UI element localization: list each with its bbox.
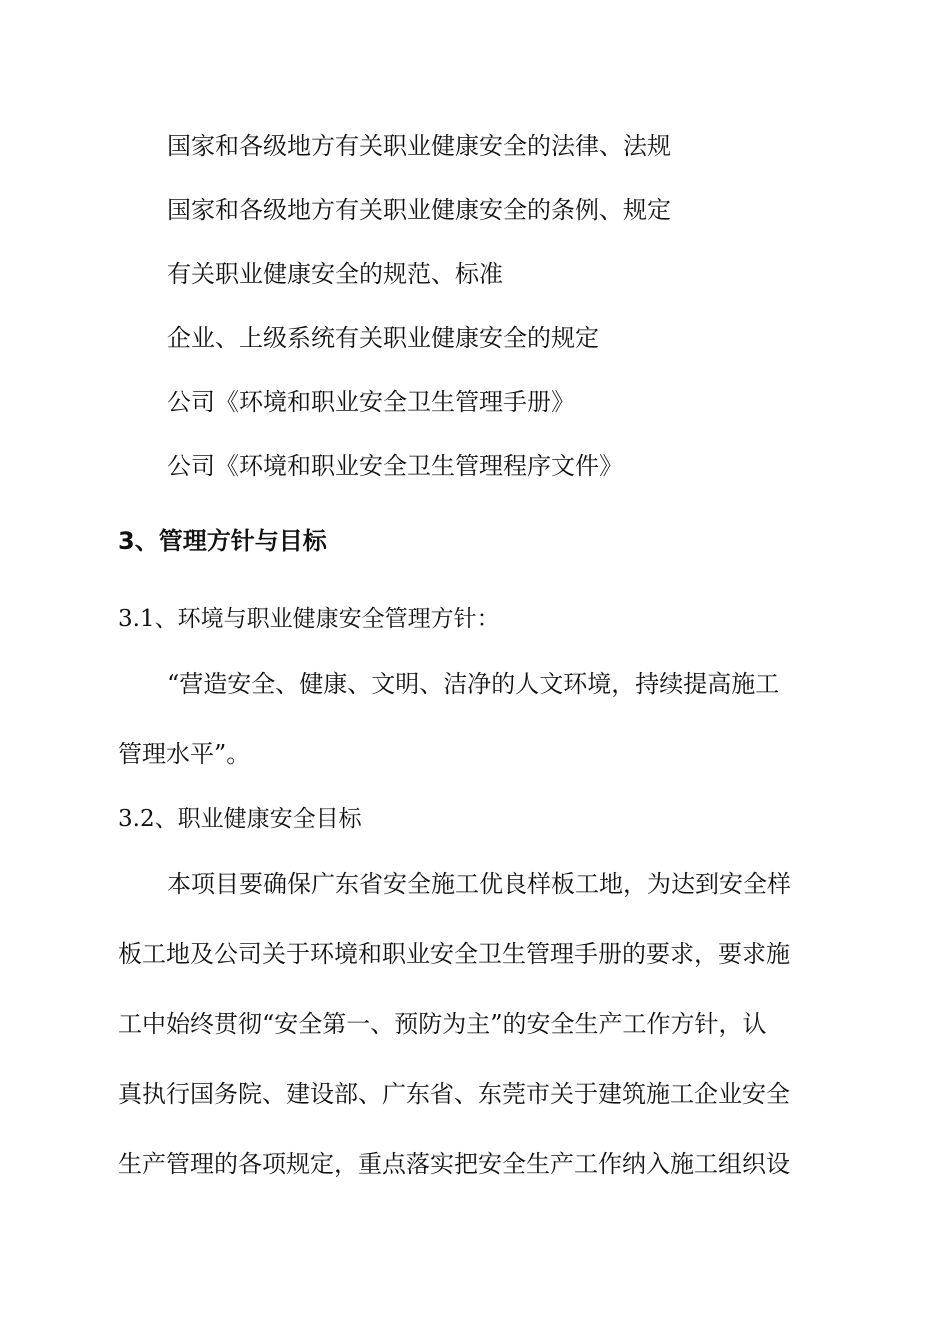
body-paragraph-line: 本项目要确保广东省安全施工优良样板工地，为达到安全样 — [167, 870, 791, 898]
body-paragraph-line: 板工地及公司关于环境和职业安全卫生管理手册的要求，要求施 — [118, 940, 790, 968]
reference-item: 公司《环境和职业安全卫生管理程序文件》 — [167, 452, 623, 480]
section-heading: 3、管理方针与目标 — [118, 527, 327, 555]
reference-item: 国家和各级地方有关职业健康安全的法律、法规 — [167, 132, 671, 160]
subsection-title: 3.1、环境与职业健康安全管理方针： — [118, 606, 500, 632]
body-paragraph-line: 生产管理的各项规定，重点落实把安全生产工作纳入施工组织设 — [118, 1150, 790, 1178]
reference-item: 公司《环境和职业安全卫生管理手册》 — [167, 388, 575, 416]
reference-item: 企业、上级系统有关职业健康安全的规定 — [167, 324, 599, 352]
subsection-title: 3.2、职业健康安全目标 — [118, 806, 362, 832]
body-paragraph-line: 真执行国务院、建设部、广东省、东莞市关于建筑施工企业安全 — [118, 1080, 790, 1108]
policy-text: “营造安全、健康、文明、洁净的人文环境，持续提高施工 — [167, 670, 780, 698]
reference-item: 有关职业健康安全的规范、标准 — [167, 260, 503, 288]
body-paragraph-line: 工中始终贯彻“安全第一、预防为主”的安全生产工作方针，认 — [118, 1010, 767, 1038]
reference-item: 国家和各级地方有关职业健康安全的条例、规定 — [167, 196, 671, 224]
policy-text: 管理水平”。 — [118, 740, 251, 768]
